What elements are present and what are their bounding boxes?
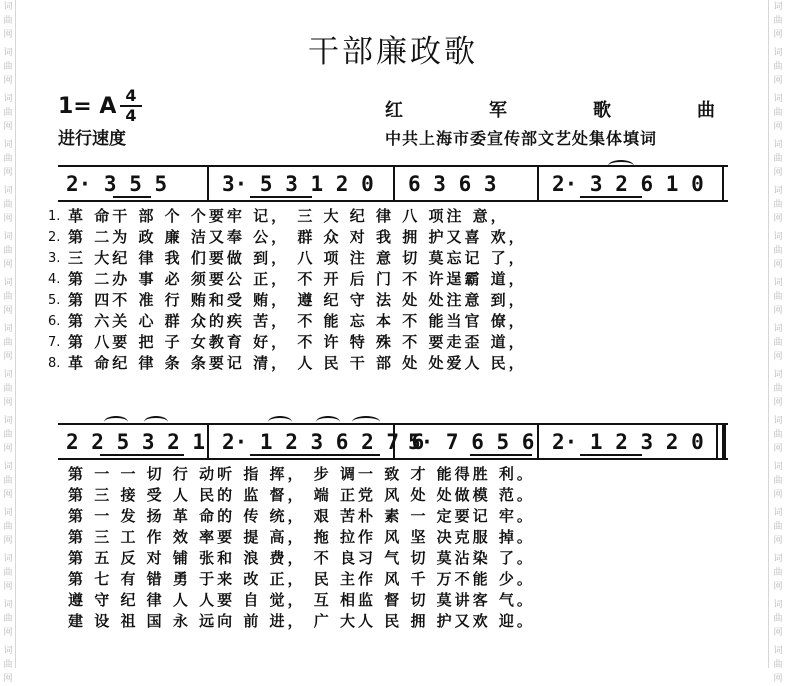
barline [722, 166, 724, 202]
verse-text: 第 八要 把 子 女教育 好， 不 许 特 殊 不 要走歪 道， [68, 333, 527, 351]
side-watermark-text: 词曲网 [773, 94, 783, 132]
tie-slur [316, 416, 340, 428]
side-watermark-text: 词曲网 [773, 600, 783, 638]
final-barline [722, 424, 726, 460]
side-watermark-left [2, 0, 14, 684]
side-watermark-text: 词曲网 [3, 600, 13, 638]
tie-slur [352, 416, 380, 428]
verse-text: 第 三 接 受 人 民的 监 督， 端 正党 风 处 处做模 范。 [68, 486, 535, 504]
lyric-verse [48, 464, 728, 485]
verse-text: 革 命干 部 个 个要牢 记， 三 大 纪 律 八 项注 意， [68, 207, 509, 225]
lyric-verse [48, 332, 728, 353]
verse-text: 三 大纪 律 我 们要做 到， 八 项 注 意 切 莫忘记 了， [68, 249, 527, 267]
verse-text: 第 五 反 对 铺 张和 浪 费， 不 良习 气 切 莫沾染 了。 [68, 549, 535, 567]
lyric-credit: 中共上海市委宣传部文艺处集体填词 [385, 129, 658, 148]
side-watermark-text: 词曲网 [3, 508, 13, 546]
barline [207, 424, 209, 460]
song-type [385, 96, 715, 122]
barline [207, 166, 209, 202]
song-type-char: 军 [489, 100, 507, 121]
verse-text: 遵 守 纪 律 人 人要 自 觉， 互 相监 督 切 莫讲客 气。 [68, 591, 535, 609]
lyric-verse [48, 485, 728, 506]
side-watermark-text: 词曲网 [3, 94, 13, 132]
right-margin-rule [768, 0, 769, 668]
left-margin-rule [15, 0, 16, 668]
time-signature-top: 4 [125, 86, 137, 105]
lyric-verse [48, 590, 728, 611]
side-watermark-text: 词曲网 [3, 278, 13, 316]
verse-number: 5. [48, 293, 61, 308]
lyrics-block-1 [48, 206, 728, 374]
measure-1-1: 2· 3 5 5 [66, 172, 168, 196]
side-watermark-text: 词曲网 [3, 554, 13, 592]
verse-number: 8. [48, 356, 61, 371]
verse-text: 建 设 祖 国 永 远向 前 进， 广 大人 民 拥 护又欢 迎。 [68, 612, 535, 630]
verse-text: 第 二为 政 廉 洁又奉 公， 群 众 对 我 拥 护又喜 欢， [68, 228, 527, 246]
verse-text: 第 三 工 作 效 率要 提 高， 拖 拉作 风 坚 决克服 掉。 [68, 528, 535, 546]
side-watermark-text: 词曲网 [773, 416, 783, 454]
verse-text: 第 七 有 错 勇 于来 改 正， 民 主作 风 千 万不能 少。 [68, 570, 535, 588]
side-watermark-text: 词曲网 [3, 140, 13, 178]
lyric-verse [48, 227, 728, 248]
verse-text: 革 命纪 律 条 条要记 清， 人 民 干 部 处 处爱人 民， [68, 354, 527, 372]
side-watermark-text: 词曲网 [773, 646, 783, 684]
barline [716, 424, 718, 460]
side-watermark-text: 词曲网 [773, 508, 783, 546]
side-watermark-text: 词曲网 [773, 186, 783, 224]
key-signature: 1= A [58, 94, 117, 119]
beat-underline [250, 454, 380, 456]
beat-underline [100, 454, 184, 456]
beat-underline [113, 196, 151, 198]
beat-underline [250, 196, 312, 198]
lyric-verse [48, 527, 728, 548]
verse-text: 第 六关 心 群 众的疾 苦， 不 能 忘 本 不 能当官 僚， [68, 312, 527, 330]
side-watermark-text: 词曲网 [3, 2, 13, 40]
side-watermark-text: 词曲网 [773, 554, 783, 592]
lyrics-block-2 [48, 464, 728, 632]
lyric-verse [48, 611, 728, 632]
verse-text: 第 二办 事 必 须要公 正， 不 开 后 门 不 许逞霸 道， [68, 270, 527, 288]
tie-slur [268, 416, 292, 428]
lyric-verse [48, 548, 728, 569]
side-watermark-text: 词曲网 [773, 48, 783, 86]
tempo-marking: 进行速度 [58, 129, 126, 149]
song-type-char: 红 [385, 100, 403, 121]
tie-slur [104, 416, 128, 428]
time-signature-bottom: 4 [125, 106, 137, 125]
song-type-char: 歌 [593, 100, 611, 121]
side-watermark-right [772, 0, 784, 684]
beat-underline [470, 454, 532, 456]
side-watermark-text: 词曲网 [773, 324, 783, 362]
side-watermark-text: 词曲网 [773, 370, 783, 408]
verse-number: 3. [48, 251, 61, 266]
side-watermark-text: 词曲网 [3, 48, 13, 86]
side-watermark-text: 词曲网 [773, 278, 783, 316]
lyric-verse [48, 353, 728, 374]
side-watermark-text: 词曲网 [3, 646, 13, 684]
verse-number: 1. [48, 209, 61, 224]
time-signature [120, 88, 142, 124]
song-title: 干部廉政歌 [308, 34, 478, 70]
side-watermark-text: 词曲网 [773, 462, 783, 500]
side-watermark-text: 词曲网 [3, 416, 13, 454]
lyric-verse [48, 206, 728, 227]
measure-2-4: 2· 1 2 3 2 0 [552, 430, 704, 454]
lyric-verse [48, 269, 728, 290]
measure-1-4: 2· 3 2 6 1 0 [552, 172, 704, 196]
side-watermark-text: 词曲网 [3, 462, 13, 500]
lyric-verse [48, 506, 728, 527]
verse-number: 4. [48, 272, 61, 287]
measure-2-2: 2· 1 2 3 6 2 7 6 [222, 430, 425, 454]
beat-underline [580, 196, 642, 198]
measure-2-1: 2 2 5 3 2 1 [66, 430, 206, 454]
side-watermark-text: 词曲网 [773, 2, 783, 40]
side-watermark-text: 词曲网 [773, 232, 783, 270]
side-watermark-text: 词曲网 [3, 370, 13, 408]
song-type-char: 曲 [697, 100, 715, 121]
barline [537, 424, 539, 460]
lyric-verse [48, 248, 728, 269]
side-watermark-text: 词曲网 [3, 232, 13, 270]
barline [393, 166, 395, 202]
verse-text: 第 一 一 切 行 动听 指 挥， 步 调一 致 才 能得胜 利。 [68, 465, 535, 483]
verse-number: 7. [48, 335, 61, 350]
side-watermark-text: 词曲网 [773, 140, 783, 178]
verse-text: 第 一 发 扬 革 命的 传 统， 艰 苦朴 素 一 定要记 牢。 [68, 507, 535, 525]
side-watermark-text: 词曲网 [3, 324, 13, 362]
measure-1-2: 3· 5 3 1 2 0 [222, 172, 374, 196]
tie-slur [608, 160, 634, 172]
lyric-verse [48, 311, 728, 332]
measure-1-3: 6 3 6 3 [408, 172, 497, 196]
verse-number: 2. [48, 230, 61, 245]
side-watermark-text: 词曲网 [3, 186, 13, 224]
verse-number: 6. [48, 314, 61, 329]
barline [537, 166, 539, 202]
lyric-verse [48, 569, 728, 590]
beat-underline [580, 454, 642, 456]
verse-text: 第 四不 准 行 贿和受 贿， 遵 纪 守 法 处 处注意 到， [68, 291, 527, 309]
measure-2-3: 5· 7 6 5 6 [408, 430, 535, 454]
lyric-verse [48, 290, 728, 311]
tie-slur [144, 416, 168, 428]
